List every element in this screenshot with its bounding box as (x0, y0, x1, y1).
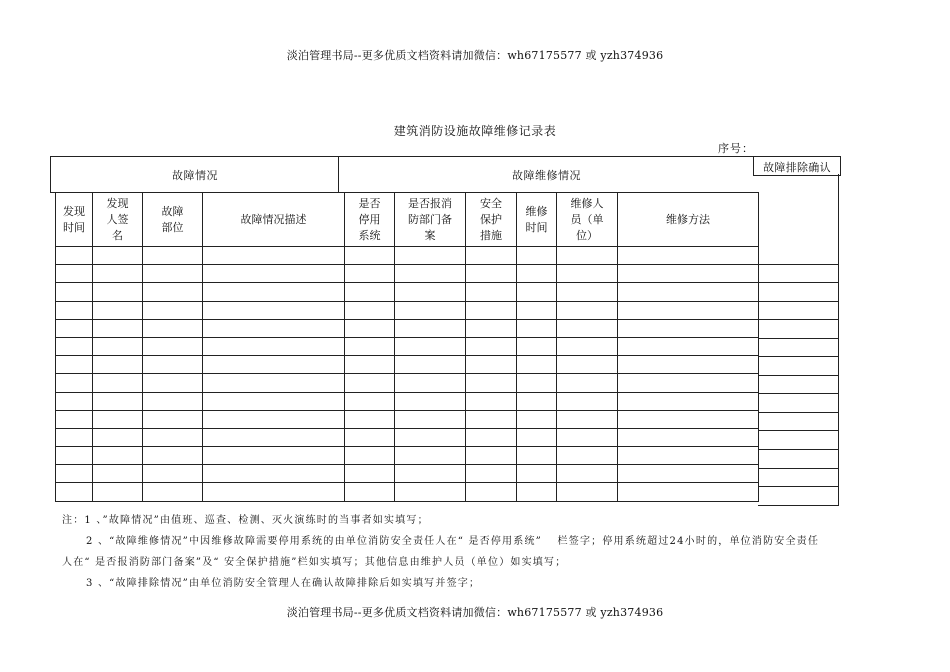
table-row (56, 465, 759, 483)
divider (838, 174, 839, 246)
col-label: 是否停用系统 (358, 196, 381, 242)
group-repair (338, 156, 754, 193)
note-2-cont: 人在“ 是否报消防部门备案”及“ 安全保护措施”栏如实填写；其他信息由维护人员（单位）如实填写； (62, 557, 567, 568)
col-repair-method (618, 193, 759, 247)
table-row (56, 265, 759, 283)
col-label: 维修时间 (525, 204, 548, 234)
note-3: 3 、“故障排除情况”由单位消防安全管理人在确认故障排除后如实填写并签字； (86, 578, 481, 589)
col-discoverer-signature (93, 193, 143, 247)
col-label: 发现时间 (63, 204, 85, 234)
group-confirm (753, 156, 841, 176)
header-note: 淡泊管理书局--更多优质文档资料请加微信：wh67175577 或 yzh374936 (286, 49, 664, 62)
col-label: 维修方法 (666, 212, 710, 226)
group-repair-label: 故障维修情况 (512, 169, 581, 182)
col-fault-location (143, 193, 203, 247)
col-label: 故障部位 (161, 204, 184, 234)
col-label: 故障情况描述 (240, 212, 307, 226)
col-fault-description (203, 193, 345, 247)
col-system-disabled (345, 193, 395, 247)
table-row (56, 283, 759, 301)
confirm-column-rows (758, 246, 839, 506)
column-header-row (56, 193, 759, 247)
table-row (56, 301, 759, 319)
col-repair-time (517, 193, 557, 247)
serial-label: 序号： (718, 142, 754, 155)
group-confirm-label: 故障排除确认 (763, 161, 831, 174)
col-discovery-time (56, 193, 93, 247)
notes (62, 510, 877, 594)
col-repair-personnel (557, 193, 618, 247)
table-row (56, 319, 759, 337)
group-fault (50, 156, 339, 193)
table-row (56, 337, 759, 355)
note-1: 注：1 、”故障情况”由值班、巡查、检测、灭火演练时的当事者如实填写； (62, 515, 429, 526)
group-fault-label: 故障情况 (172, 169, 218, 182)
table-row (56, 356, 759, 374)
col-label: 是否报消防部门备案 (408, 196, 452, 242)
col-safety-measures (466, 193, 517, 247)
form-title: 建筑消防设施故障维修记录表 (393, 124, 557, 138)
table-row (56, 447, 759, 465)
table-row (56, 374, 759, 392)
note-2: 2 、“故障维修情况”中因维修故障需要停用系统的由单位消防安全责任人在“ 是否停用系统” 栏签字；停用系统超过24小时的，单位消防安全责任 (86, 536, 820, 547)
col-fire-dept-filed (395, 193, 466, 247)
table-row (56, 247, 759, 265)
col-label: 维修人员（单位） (570, 196, 604, 242)
table-row (56, 483, 759, 501)
col-label: 安全保护措施 (480, 196, 502, 242)
table-row (56, 392, 759, 410)
col-label: 发现人签名 (106, 196, 129, 242)
record-table (55, 192, 759, 502)
table-row (56, 410, 759, 428)
table-row (56, 428, 759, 446)
footer-note: 淡泊管理书局--更多优质文档资料请加微信：wh67175577 或 yzh374936 (286, 606, 664, 619)
